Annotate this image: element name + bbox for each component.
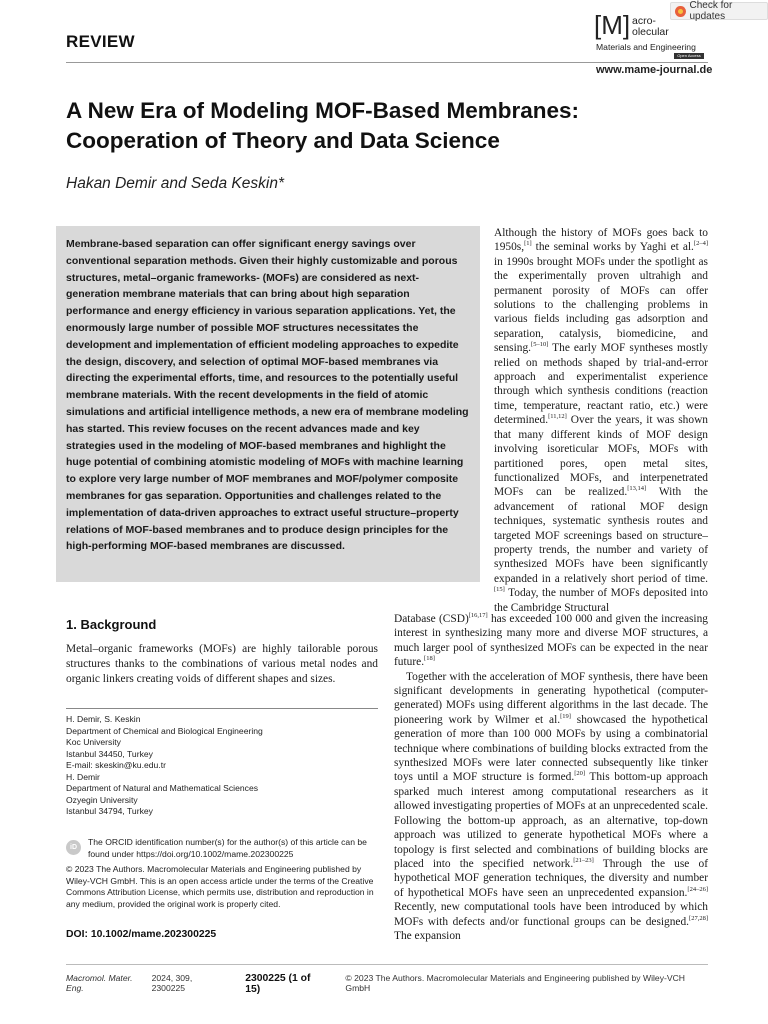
- body-paragraph: Together with the acceleration of MOF synthesis, there have been significant developments in generating hypothetical (computer-generated) MOFs using different algorithms in the last decade. The pioneering work by Wilmer et al.[19] showcased the hypothetical generation of more than 100 000 MOFs by using a combinatorial technique where combinations of building blocks extracted from the synthesized MOFs were later connected subsequently like tinker toys until a MOF structure is formed.[20] This bottom-up approach sparked much interest among computational researchers as it allowed investigating properties of MOFs at an unprecedented scale. Following the bottom-up approach, as an alternative, top-down approach was utilized to generate hypothetical MOFs where a topology is first selected and combinations of building blocks are placed into the specified network.[21–23] Through the use of hypothetical MOF generation techniques, the diversity and number of hypothetical MOFs have seen an unprecedented expansion.[24–26] Recently, new computational tools have been introduced by which MOFs with defects and/or functional groups can be designed.[27,28] The expansion: [394, 670, 708, 942]
- body-paragraph: Database (CSD)[16,17] has exceeded 100 000 and given the increasing interest in synthesizing many more and diverse MOF structures, a much larger pool of synthesized MOFs can be expected in the near future.[18]: [394, 612, 708, 669]
- citation-link[interactable]: [1]: [524, 240, 532, 248]
- citation-link[interactable]: [11,12]: [548, 413, 567, 421]
- footer-journal-volume: 2024, 309, 2300225: [151, 973, 193, 993]
- logo-line-1: acro-: [632, 15, 656, 27]
- logo-bracket-m-icon: [M]: [594, 10, 631, 40]
- footer-journal-name: Macromol. Mater. Eng.: [66, 973, 133, 993]
- body-column-right-main: [394, 612, 708, 943]
- citation-link[interactable]: [2–4]: [693, 240, 708, 248]
- affiliation-email[interactable]: E-mail: skeskin@ku.edu.tr: [66, 760, 166, 770]
- journal-logo: [594, 10, 710, 64]
- body-column-right-top: [494, 226, 708, 615]
- affiliation-divider: [66, 708, 378, 709]
- citation-link[interactable]: [16,17]: [468, 612, 488, 620]
- citation-link[interactable]: [18]: [424, 655, 435, 663]
- citation-link[interactable]: [24–26]: [687, 885, 708, 893]
- affiliation-line: Istanbul 34450, Turkey: [66, 748, 153, 759]
- body-paragraph: Although the history of MOFs goes back to 1950s,[1] the seminal works by Yaghi et al.[2–4] in 1990s brought MOFs under the spotlight as the experimentally proven ultrahigh and permanent porosity of MOFs can offer solutions to the challenging problems in various fields including gas adsorption and separation, catalysis, biomedicine, and sensing.[5–10] The early MOF syntheses mostly relied on methods shaped by trial-and-error approach and experimentalist experience through which synthesis conditions (reaction time, temperature, reactant ratio, etc.) were determined.[11,12] Over the years, it was shown that many different kinds of MOF design involving isoreticular MOFs, MOFs with partitioned pores, open metal sites, functionalized MOFs, and interpenetrated MOFs can be realized.[13,14] With the advancement of rational MOF design techniques, systematic synthesis routes and targeted MOF screenings based on structure–property trends, the number and variety of synthesized MOFs have been significantly expanded in a relatively short period of time.[15] Today, the number of MOFs deposited into the Cambridge Structural: [494, 227, 708, 614]
- doi-link[interactable]: DOI: 10.1002/mame.202300225: [66, 929, 217, 940]
- affiliation-line: Istanbul 34794, Turkey: [66, 806, 153, 816]
- affiliation-line: H. Demir: [66, 771, 100, 782]
- abstract-text: Membrane-based separation can offer significant energy savings over conventional separation methods. Given their highly customizable and porous structures, metal–organic frameworks- (MOFs) are considered as next-generation membrane materials that can bring about high separation performance and energy efficiency in various separation applications. Yet, the enormously large number of possible MOF structures necessitates the development and implementation of efficient modeling approaches to expedite the design, discovery, and selection of optimal MOF-based membranes via directing the experimental efforts, time, and resources to the potentially useful membrane materials. With the recent developments in the field of atomic simulations and artificial intelligence methods, a new era of membrane modeling has started. This review focuses on the recent advances made and key strategies used in the modeling of MOF-based membranes and highlight the huge potential of combining atomistic modeling of MOFs with machine learning to explore very large number of MOF membranes and MOF/polymer composite membranes for gas separation. Opportunities and challenges related to the implementation of data-driven approaches to extract useful structure–property relations of MOF-based membranes and to produce design principles for the high-performing MOF-based membranes are discussed.: [66, 238, 469, 553]
- check-for-updates-label: Check for updates: [689, 0, 733, 22]
- affiliation-line: Ozyegin University: [66, 794, 138, 805]
- orcid-note: The ORCID identification number(s) for the author(s) of this article can be found under https://doi.org/10.1002/mame.202300225: [88, 837, 367, 859]
- intro-paragraph: Metal–organic frameworks (MOFs) are highly tailorable porous structures thanks to the combinations of various metal nodes and organic linkers creating voids of different shapes and sizes.: [66, 643, 378, 685]
- affiliation-line: H. Demir, S. Keskin: [66, 714, 141, 724]
- affiliations: [66, 714, 378, 818]
- footer-copyright: © 2023 The Authors. Macromolecular Materials and Engineering published by Wiley-VCH GmbH: [345, 973, 686, 993]
- journal-url-link[interactable]: www.mame-journal.de: [596, 64, 713, 76]
- footer-divider: [66, 964, 708, 965]
- citation-link[interactable]: [21–23]: [573, 857, 594, 865]
- page-footer: [66, 973, 708, 995]
- affiliation-line: Koc University: [66, 737, 121, 747]
- license-text: © 2023 The Authors. Macromolecular Materials and Engineering published by Wiley-VCH GmbH. This is an open access article under the terms of the Creative Commons Attribution License, which permits use, distribution and reproduction in any medium, provided the original work is properly cited.: [66, 864, 374, 909]
- orcid-icon[interactable]: iD: [66, 840, 81, 855]
- affiliation-line: Department of Natural and Mathematical Sciences: [66, 783, 259, 793]
- citation-link[interactable]: [20]: [574, 770, 586, 778]
- section-heading-background: 1. Background: [66, 617, 157, 632]
- citation-link[interactable]: [13,14]: [627, 485, 647, 493]
- article-authors: Hakan Demir and Seda Keskin*: [66, 175, 284, 192]
- section-label: REVIEW: [66, 32, 135, 51]
- open-access-badge: Open Access: [674, 53, 704, 59]
- affiliation-line: Department of Chemical and Biological Engineering: [66, 725, 263, 736]
- footer-page-number: 2300225 (1 of 15): [245, 973, 311, 995]
- citation-link[interactable]: [15]: [494, 586, 505, 594]
- article-title: A New Era of Modeling MOF-Based Membranes: Cooperation of Theory and Data Science: [66, 98, 579, 153]
- logo-line-3: Materials and Engineering: [596, 42, 696, 52]
- citation-link[interactable]: [19]: [560, 713, 571, 721]
- citation-link[interactable]: [27,28]: [689, 914, 708, 922]
- citation-link[interactable]: [5–10]: [531, 341, 549, 349]
- logo-line-2: olecular: [632, 26, 669, 38]
